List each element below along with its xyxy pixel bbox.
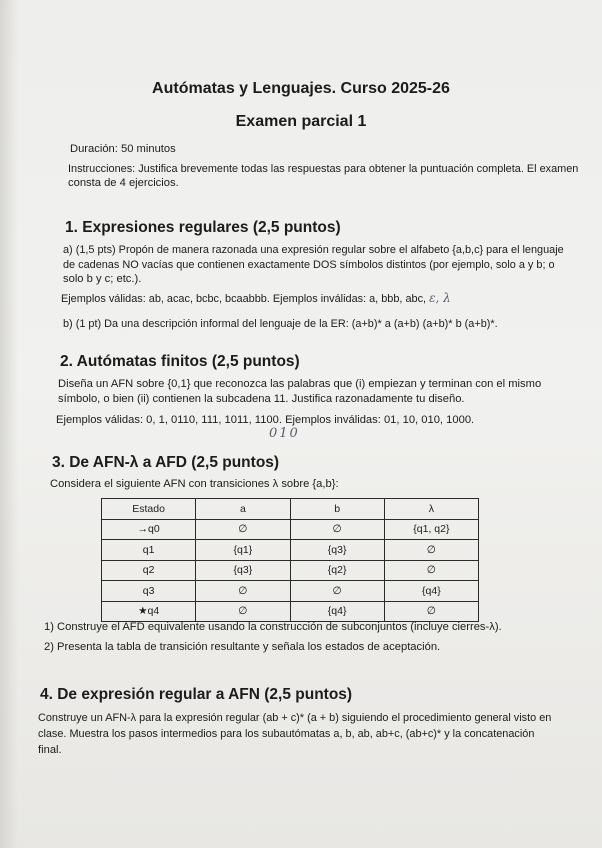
instructions-line-1: Instrucciones: Justifica brevemente todas las respuestas para obtener la puntuación completa. El examen xyxy=(68,163,579,175)
ex4-line-1: Construye un AFN-λ para la expresión regular (ab + c)* (a + b) siguiendo el procedimiento general visto en xyxy=(38,712,552,724)
cell-lambda: {q1, q2} xyxy=(384,519,478,540)
cell-state: →q0 xyxy=(102,519,196,540)
table-row xyxy=(102,581,479,602)
table-row xyxy=(102,540,479,561)
cell-b: ∅ xyxy=(290,519,384,540)
ex3-intro: Considera el siguiente AFN con transiciones λ sobre {a,b}: xyxy=(50,478,339,490)
ex4-heading: 4. De expresión regular a AFN (2,5 puntos) xyxy=(40,686,353,703)
cell-b: {q3} xyxy=(290,540,384,561)
ex4-line-2: clase. Muestra los pasos intermedios para los subautómatas a, b, ab, ab+c, (ab+c)* y la concatenación xyxy=(38,728,535,740)
cell-b: {q2} xyxy=(290,560,384,581)
cell-a: {q1} xyxy=(196,540,290,561)
col-header-a: a xyxy=(196,499,290,520)
cell-lambda: {q4} xyxy=(384,581,478,602)
ex2-handwritten-note: 010 xyxy=(269,426,300,441)
cell-a: ∅ xyxy=(196,601,290,622)
cell-lambda: ∅ xyxy=(384,560,478,581)
afn-transition-table xyxy=(101,498,479,622)
ex3-task-2: 2) Presenta la tabla de transición resultante y señala los estados de aceptación. xyxy=(44,641,441,653)
ex4-line-3: final. xyxy=(38,744,62,756)
ex1-examples xyxy=(61,291,451,307)
cell-b: {q4} xyxy=(290,601,384,622)
col-header-state: Estado xyxy=(102,499,196,520)
ex1-handwritten-examples: ε, λ xyxy=(429,291,451,305)
cell-a: ∅ xyxy=(196,581,290,602)
cell-b: ∅ xyxy=(290,581,384,602)
instructions-line-2: consta de 4 ejercicios. xyxy=(68,177,179,189)
ex1-b-line: b) (1 pt) Da una descripción informal del lenguaje de la ER: (a+b)* a (a+b) (a+b)* b (a+b)*. xyxy=(63,318,498,330)
table-header-row xyxy=(102,499,479,520)
cell-lambda: ∅ xyxy=(384,601,478,622)
table-row xyxy=(102,601,479,622)
cell-a: ∅ xyxy=(196,519,290,540)
cell-lambda: ∅ xyxy=(384,540,478,561)
cell-state: q2 xyxy=(102,560,196,581)
table-row xyxy=(102,560,479,581)
duration-text: Duración: 50 minutos xyxy=(70,143,176,155)
ex3-task-1: 1) Construye el AFD equivalente usando la construcción de subconjuntos (incluye cierres-λ). xyxy=(44,621,502,633)
ex2-examples: Ejemplos válidas: 0, 1, 0110, 111, 1011, 1100. Ejemplos inválidas: 01, 10, 010, 1000. xyxy=(56,414,475,426)
cell-state: q3 xyxy=(102,581,196,602)
cell-a: {q3} xyxy=(196,560,290,581)
table-row xyxy=(102,519,479,540)
ex1-a-line-1: a) (1,5 pts) Propón de manera razonada una expresión regular sobre el alfabeto {a,b,c} para el lenguaje xyxy=(63,244,564,256)
ex2-line-2: símbolo, o bien (ii) contienen la subcadena 11. Justifica razonadamente tu diseño. xyxy=(58,393,465,405)
exam-title: Autómatas y Lenguajes. Curso 2025-26 xyxy=(152,80,450,97)
ex1-a-line-2: de cadenas NO vacías que contienen exactamente DOS símbolos distintos (por ejemplo, solo a y b; o xyxy=(63,259,555,271)
ex2-line-1: Diseña un AFN sobre {0,1} que reconozca las palabras que (i) empiezan y terminan con el mismo xyxy=(58,378,542,390)
exam-subtitle: Examen parcial 1 xyxy=(235,113,367,130)
ex2-heading: 2. Autómatas finitos (2,5 puntos) xyxy=(60,353,300,370)
ex1-heading: 1. Expresiones regulares (2,5 puntos) xyxy=(65,219,341,236)
cell-state: q1 xyxy=(102,540,196,561)
col-header-lambda: λ xyxy=(384,499,478,520)
ex3-heading: 3. De AFN-λ a AFD (2,5 puntos) xyxy=(52,454,280,471)
cell-state: ★q4 xyxy=(102,601,196,622)
ex1-a-line-3: solo b y c; etc.). xyxy=(63,273,142,285)
ex1-examples-text: Ejemplos válidas: ab, acac, bcbc, bcaabbb. Ejemplos inválidas: a, bbb, abc, xyxy=(61,293,427,305)
col-header-b: b xyxy=(290,499,384,520)
